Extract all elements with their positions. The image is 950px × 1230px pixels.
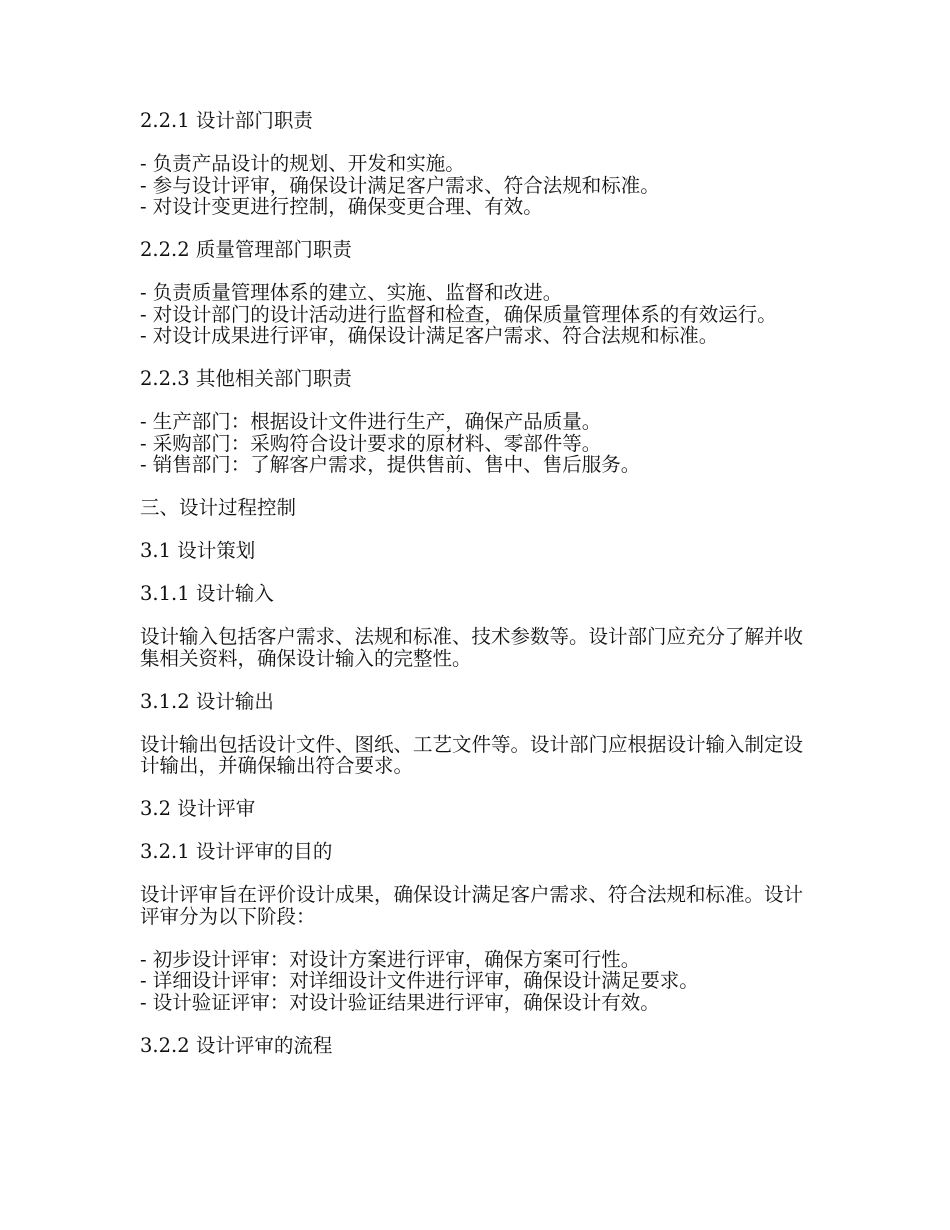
spacer <box>140 347 820 369</box>
list-item: - 采购部门：采购符合设计要求的原材料、零部件等。 <box>140 431 602 455</box>
list-item: - 负责质量管理体系的建立、实施、监督和改进。 <box>140 281 563 304</box>
spacer <box>140 777 820 799</box>
section-heading: 3.2 设计评审 <box>140 797 256 820</box>
spacer <box>140 562 820 584</box>
section-heading: 3.2.2 设计评审的流程 <box>140 1033 333 1057</box>
spacer <box>140 1013 820 1035</box>
list-item: - 对设计成果进行评审，确保设计满足客户需求、符合法规和标准。 <box>140 324 719 347</box>
list-item: - 生产部门：根据设计文件进行生产，确保产品质量。 <box>140 410 602 433</box>
bullet-list <box>140 282 820 347</box>
section-heading: 3.2.1 设计评审的目的 <box>140 840 333 863</box>
list-item: - 设计验证评审：对设计验证结果进行评审，确保设计有效。 <box>140 990 660 1014</box>
spacer <box>140 476 820 498</box>
paragraph: 设计输入包括客户需求、法规和标准、技术参数等。设计部门应充分了解并收集相关资料，确保设计输入的完整性。 <box>140 625 804 670</box>
bullet-list <box>140 949 820 1014</box>
section-heading: 2.2.2 质量管理部门职责 <box>140 238 352 261</box>
section-heading: 3.1.1 设计输入 <box>140 582 274 605</box>
spacer <box>140 605 820 627</box>
spacer <box>140 863 820 885</box>
list-item: - 销售部门：了解客户需求，提供售前、售中、售后服务。 <box>140 453 641 476</box>
document-body <box>140 110 820 1056</box>
section-heading: 3.1 设计策划 <box>140 539 256 562</box>
list-item: - 初步设计评审：对设计方案进行评审，确保方案可行性。 <box>140 947 641 971</box>
section-heading: 2.2.1 设计部门职责 <box>140 109 313 132</box>
list-item: - 参与设计评审，确保设计满足客户需求、符合法规和标准。 <box>140 173 660 197</box>
spacer <box>140 218 820 240</box>
paragraph: 设计评审旨在评价设计成果，确保设计满足客户需求、符合法规和标准。设计评审分为以下阶段： <box>140 883 804 928</box>
spacer <box>140 669 820 691</box>
spacer <box>140 390 820 412</box>
list-item: - 详细设计评审：对详细设计文件进行评审，确保设计满足要求。 <box>140 969 699 992</box>
list-item: - 对设计部门的设计活动进行监督和检查，确保质量管理体系的有效运行。 <box>140 302 777 326</box>
bullet-list <box>140 411 820 476</box>
spacer <box>140 820 820 842</box>
bullet-list <box>140 153 820 218</box>
spacer <box>140 519 820 541</box>
paragraph: 设计输出包括设计文件、图纸、工艺文件等。设计部门应根据设计输入制定设计输出，并确保输出符合要求。 <box>140 732 804 777</box>
chapter-heading: 三、设计过程控制 <box>140 496 297 519</box>
spacer <box>140 261 820 283</box>
list-item: - 对设计变更进行控制，确保变更合理、有效。 <box>140 195 543 218</box>
spacer <box>140 132 820 154</box>
list-item: - 负责产品设计的规划、开发和实施。 <box>140 152 465 175</box>
spacer <box>140 927 820 949</box>
spacer <box>140 712 820 734</box>
section-heading: 3.1.2 设计输出 <box>140 689 274 713</box>
section-heading: 2.2.3 其他相关部门职责 <box>140 367 352 390</box>
